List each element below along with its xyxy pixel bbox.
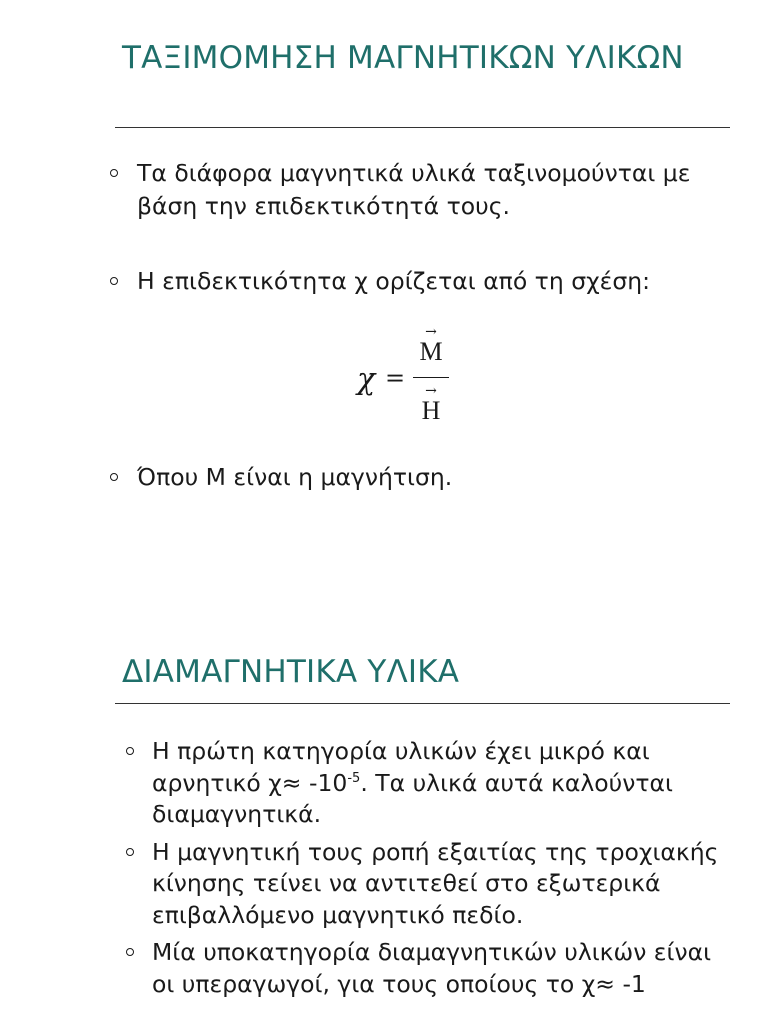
bullet-circle-icon <box>110 169 118 177</box>
slide-diamagnetic <box>0 620 768 1024</box>
bullet-text: Τα διάφορα μαγνητικά υλικά ταξινομούνται με βάση την επιδεκτικότητά τους. <box>137 159 691 220</box>
bullet-item <box>137 265 737 298</box>
bullet-text: Μία υποκατηγορία διαμαγνητικών υλικών είναι οι υπεραγωγοί, για τους οποίους το χ≈ -1 <box>152 938 712 998</box>
bullet-item <box>152 736 732 831</box>
bullet-text: Η μαγνητική τους ροπή εξαιτίας της τροχιακής κίνησης τείνει να αντιτεθεί στο εξωτερικά επιβαλλόμενο μαγνητικό πεδίο. <box>152 837 719 929</box>
title-divider <box>115 703 730 704</box>
title-divider <box>115 127 730 128</box>
fraction-bar <box>413 377 449 378</box>
bullet-text <box>152 737 673 828</box>
susceptibility-formula <box>355 320 475 435</box>
slide-title: ΤΑΞΙΜΟΜΗΣΗ ΜΑΓΝΗΤΙΚΩΝ ΥΛΙΚΩΝ <box>122 40 684 76</box>
bullet-text-part: . Τα υλικά αυτά καλούνται διαμαγνητικά. <box>152 768 673 828</box>
bullet-list <box>137 157 737 491</box>
bullet-circle-icon <box>126 747 134 755</box>
bullet-item <box>152 937 732 1000</box>
slide-title: ΔΙΑΜΑΓΝΗΤΙΚΑ ΥΛΙΚΑ <box>122 654 460 690</box>
bullet-item <box>152 837 732 932</box>
bullet-circle-icon <box>126 948 134 956</box>
exponent: -5 <box>347 770 361 786</box>
bullet-circle-icon <box>126 848 134 856</box>
formula-denominator: H <box>421 396 441 425</box>
bullet-text: Όπου Μ είναι η μαγνήτιση. <box>137 463 453 491</box>
vector-arrow-icon: → <box>425 324 437 340</box>
vector-arrow-icon: → <box>425 383 437 399</box>
bullet-text-part: Η πρώτη κατηγορία υλικών έχει μικρό και αρνητικό χ≈ -10 <box>152 737 650 797</box>
bullet-circle-icon <box>110 277 118 285</box>
formula-equals: = <box>385 364 406 392</box>
bullet-text: Η επιδεκτικότητα χ ορίζεται από τη σχέση: <box>137 267 651 295</box>
bullet-list <box>152 736 732 1006</box>
bullet-circle-icon <box>110 473 118 481</box>
formula-numerator: M <box>419 337 443 366</box>
bullet-item <box>137 157 737 223</box>
bullet-item <box>137 461 737 494</box>
formula-lhs: χ <box>357 362 376 397</box>
